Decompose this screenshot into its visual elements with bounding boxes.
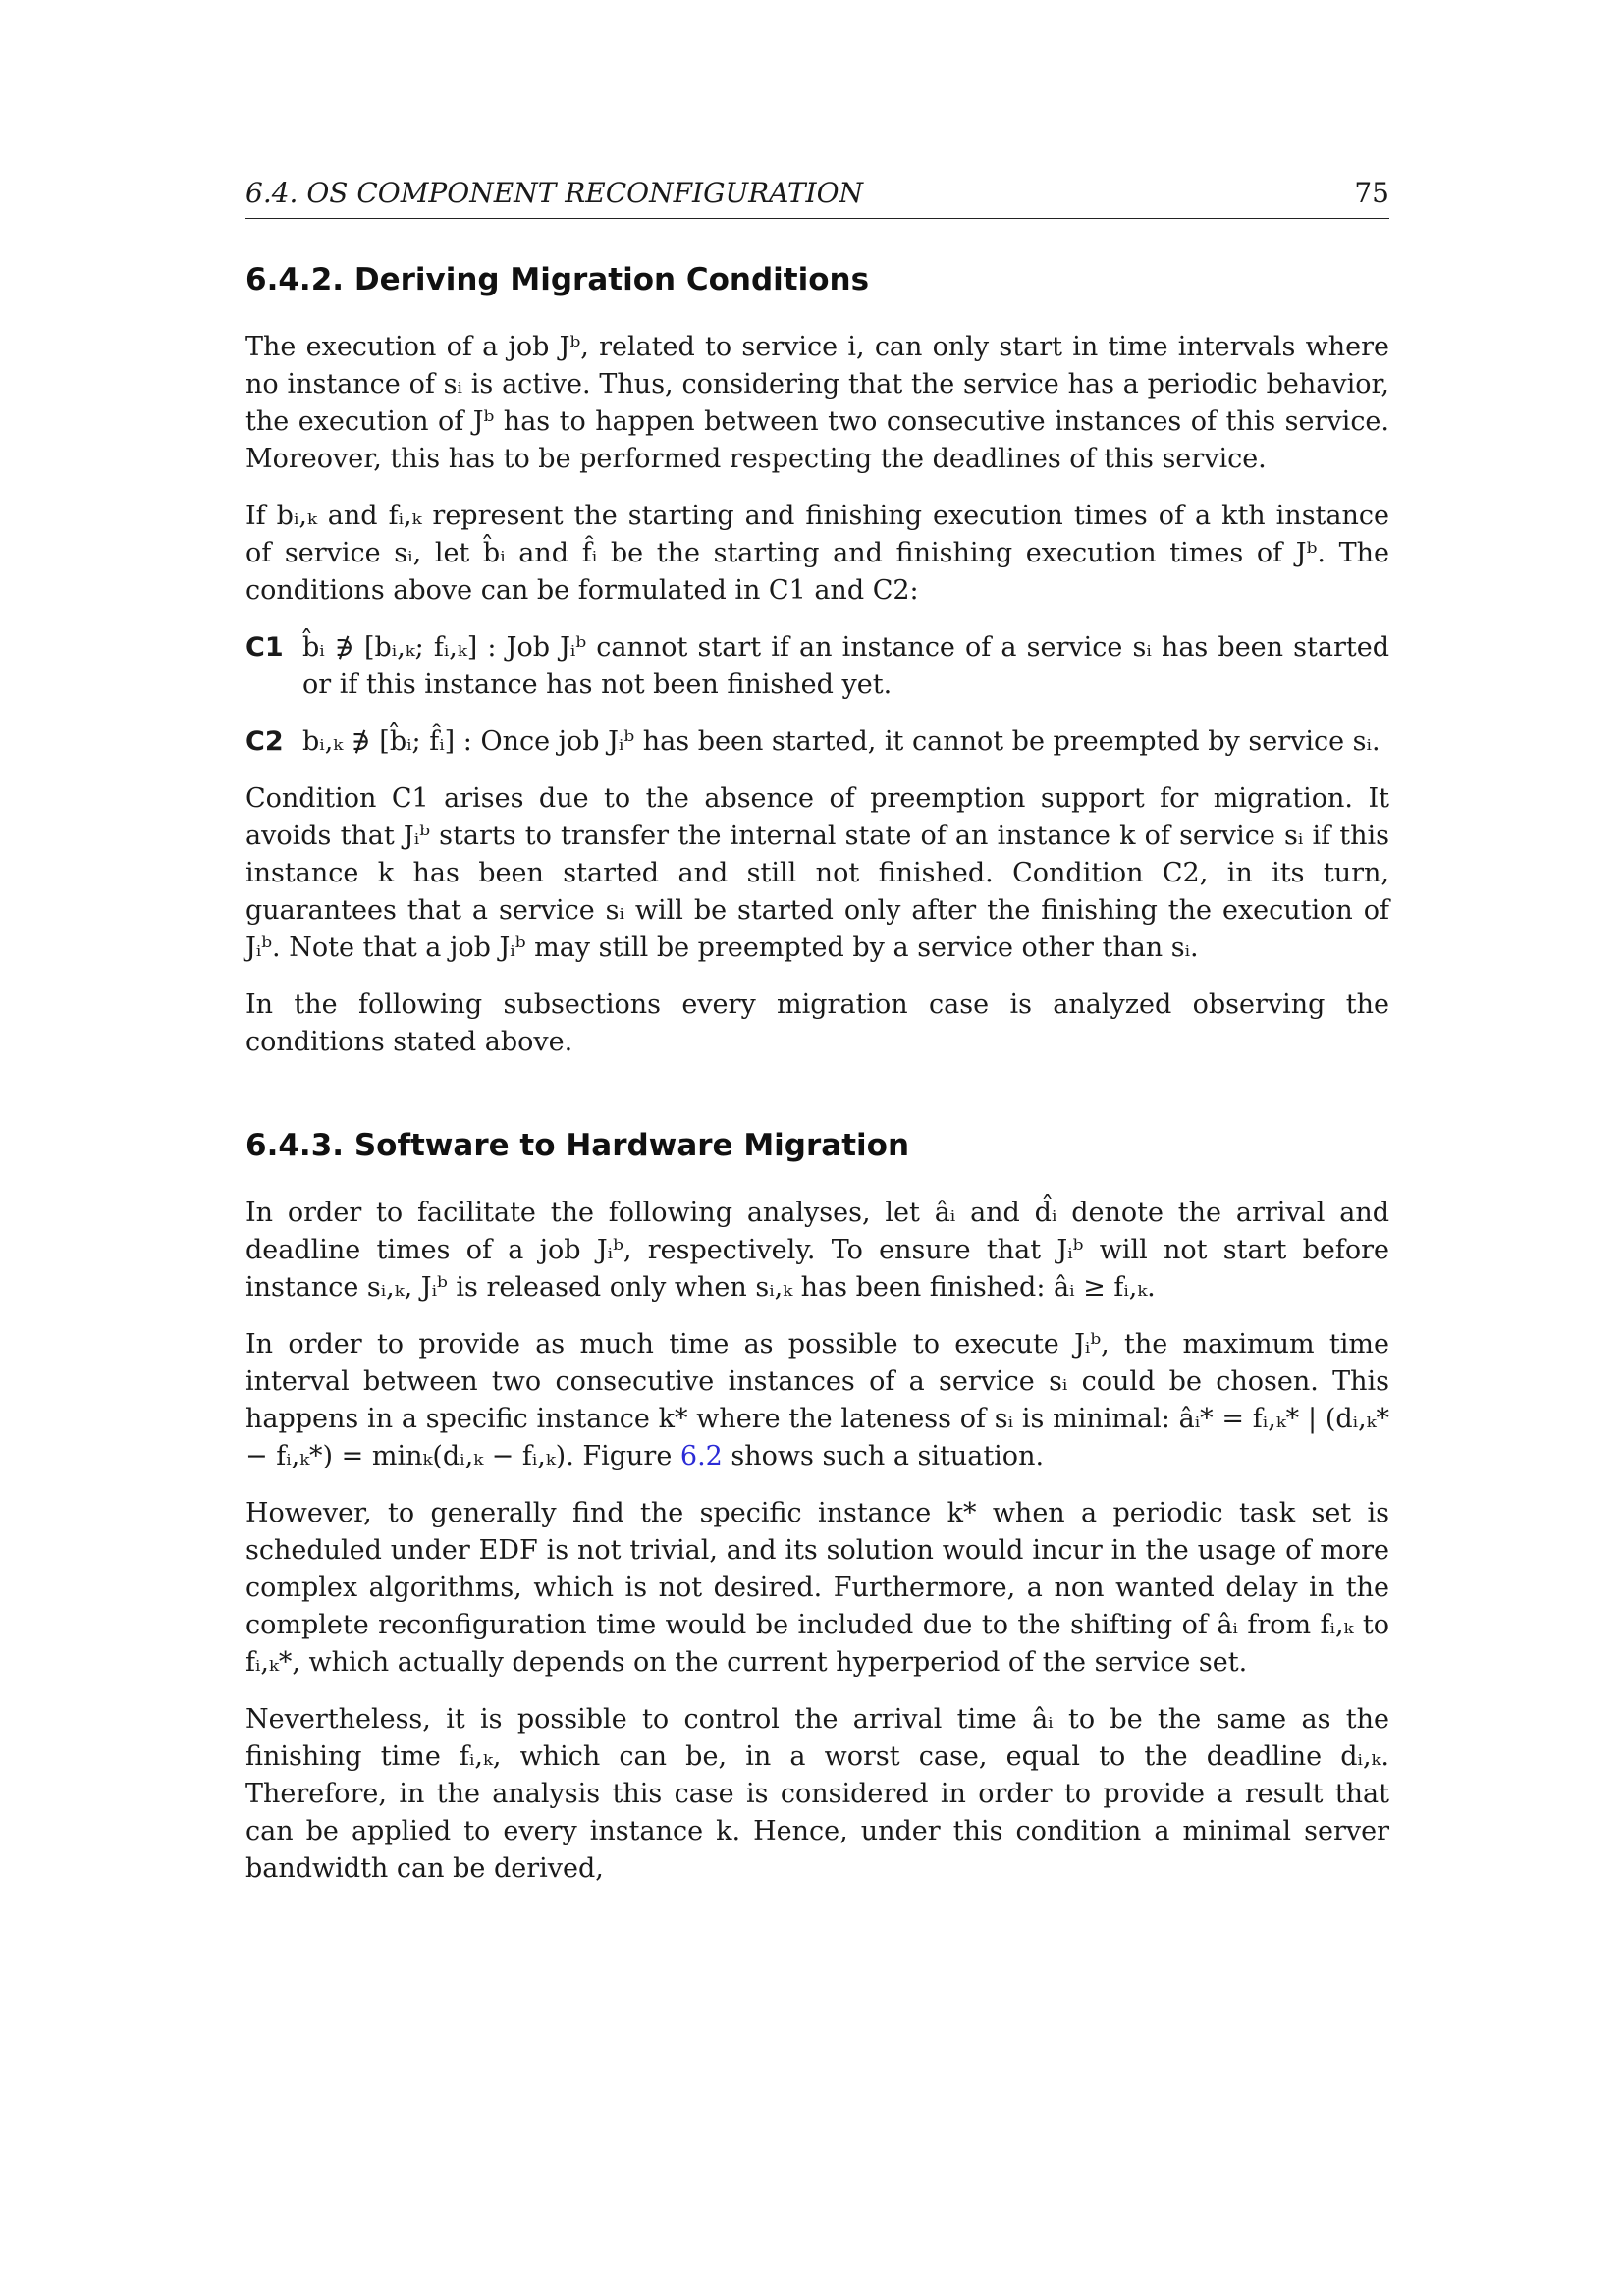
condition-c2-label: C2 — [245, 726, 284, 757]
paragraph-642-1: The execution of a job Jᵇ, related to service i, can only start in time intervals where no instance of sᵢ is active. Thus, considering that the service has a periodic behavior, the execution of Jᵇ has to happen between two consecutive instances of this service. Moreover, this has to be performed respecting the deadlines of this service. — [245, 332, 1389, 474]
page-body — [245, 175, 1389, 1907]
paragraph-643-2-text-b: shows such a situation. — [722, 1441, 1045, 1471]
paragraph-642-2: If bᵢ,ₖ and fᵢ,ₖ represent the starting and finishing execution times of a kth instance of service sᵢ, let b̂ᵢ and f̂ᵢ be the starting and finishing execution times of Jᵇ. The conditions above can be formulated in C1 and C2: — [245, 501, 1389, 606]
paragraph-643-3: However, to generally find the specific instance k* when a periodic task set is scheduled under EDF is not trivial, and its solution would incur in the usage of more complex algorithms, which is not desired. Furthermore, a non wanted delay in the complete reconfiguration time would be included due to the shifting of âᵢ from fᵢ,ₖ to fᵢ,ₖ*, which actually depends on the current hyperperiod of the service set. — [245, 1498, 1389, 1678]
condition-c2-text: bᵢ,ₖ ∌ [b̂ᵢ; f̂ᵢ] : Once job Jᵢᵇ has been started, it cannot be preempted by service sᵢ. — [302, 726, 1380, 757]
condition-c1-label: C1 — [245, 632, 284, 663]
paragraph-643-1: In order to facilitate the following analyses, let âᵢ and d̂ᵢ denote the arrival and deadline times of a job Jᵢᵇ, respectively. To ensure that Jᵢᵇ will not start before instance sᵢ,ₖ, Jᵢᵇ is released only when sᵢ,ₖ has been finished: âᵢ ≥ fᵢ,ₖ. — [245, 1198, 1389, 1303]
paragraph-642-4: In the following subsections every migration case is analyzed observing the conditions stated above. — [245, 989, 1389, 1057]
section-heading-6-4-2: 6.4.2. Deriving Migration Conditions — [245, 262, 870, 297]
paragraph-643-4: Nevertheless, it is possible to control the arrival time âᵢ to be the same as the finishing time fᵢ,ₖ, which can be, in a worst case, equal to the deadline dᵢ,ₖ. Therefore, in the analysis this case is considered in order to provide a result that can be applied to every instance k. Hence, under this condition a minimal server bandwidth can be derived, — [245, 1704, 1389, 1884]
paragraph-643-2-text-a: In order to provide as much time as possible to execute Jᵢᵇ, the maximum time interval between two consecutive instances of a service sᵢ could be chosen. This happens in a specific instance k* where the lateness of sᵢ is minimal: âᵢ* = fᵢ,ₖ* | (dᵢ,ₖ* − fᵢ,ₖ*) = minₖ(dᵢ,ₖ − fᵢ,ₖ). Figure — [245, 1329, 1389, 1471]
running-header — [245, 175, 1389, 219]
section-heading-6-4-3: 6.4.3. Software to Hardware Migration — [245, 1128, 910, 1163]
figure-reference-link[interactable]: 6.2 — [679, 1441, 723, 1471]
condition-c1 — [245, 629, 1389, 704]
paragraph-643-2 — [245, 1326, 1389, 1475]
page-number: 75 — [1354, 177, 1389, 209]
paragraph-642-3: Condition C1 arises due to the absence of preemption support for migration. It avoids that Jᵢᵇ starts to transfer the internal state of an instance k of service sᵢ if this instance k has been started and still not finished. Condition C2, in its turn, guarantees that a service sᵢ will be started only after the finishing the execution of Jᵢᵇ. Note that a job Jᵢᵇ may still be preempted by a service other than sᵢ. — [245, 783, 1389, 963]
condition-c1-text: b̂ᵢ ∌ [bᵢ,ₖ; fᵢ,ₖ] : Job Jᵢᵇ cannot start if an instance of a service sᵢ has been started or if this instance has not been finished yet. — [302, 632, 1389, 700]
running-header-section: 6.4. OS COMPONENT RECONFIGURATION — [245, 177, 864, 209]
condition-c2 — [245, 723, 1389, 761]
